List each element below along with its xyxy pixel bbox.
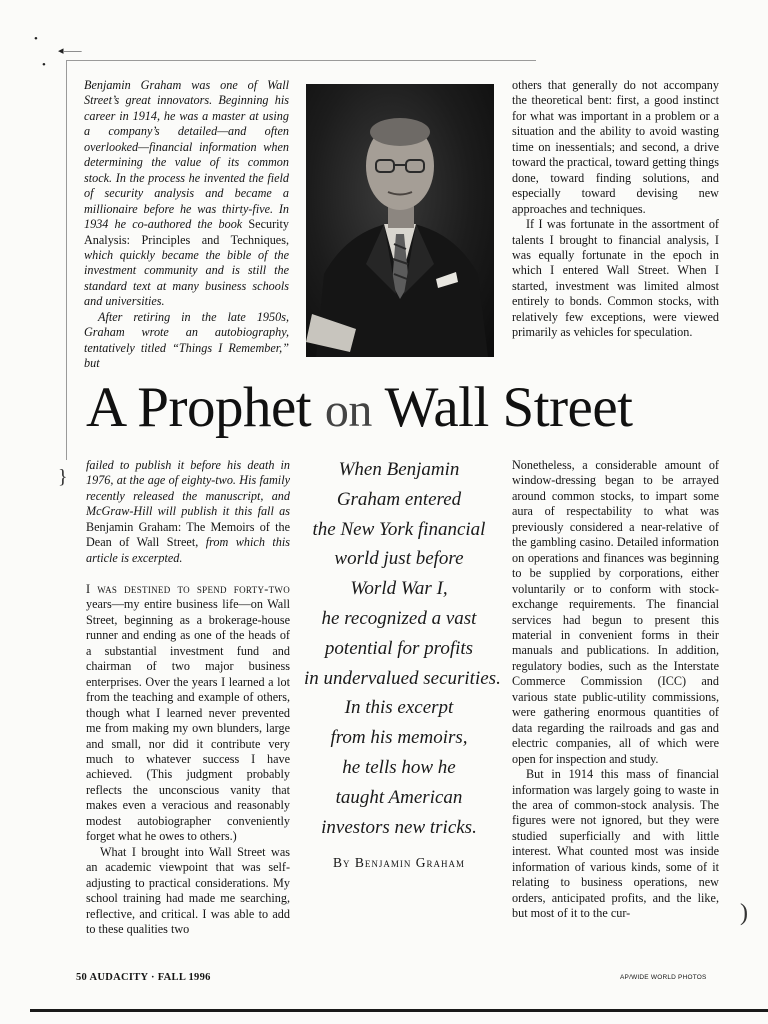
pull-quote-line: When Benjamin — [338, 459, 460, 480]
pull-quote-line: he recognized a vast — [321, 607, 477, 629]
page-footer-folio: 50 AUDACITY · FALL 1996 — [76, 972, 211, 983]
intro-column-bottom — [86, 458, 290, 566]
right-bottom-paragraph-1: Nonetheless, a considerable amount of window-dressing began to be arrayed around common stocks, to impart some aura of respectability to what was previously considered a near-relative of the gambling casino. Detailed information on operations and finances was beginning to be supplied by corporations, either voluntarily or to conform with stock-exchange requirements. The financial services had begun to present this material in convenient forms in their manuals and publications. In addition, regulatory bodies, such as the Interstate Commerce Commission (ICC) and various state public-utility commissions, were gathering enormous quantities of data regarding the railroads and gas and electric companies, all of which were open for inspection and study. — [512, 458, 719, 766]
pull-quote-line: In this excerpt — [344, 697, 454, 719]
pull-quote-line: investors new tricks. — [321, 816, 477, 838]
scan-arrow-mark: ◂⸺ — [58, 45, 83, 57]
intro-bottom-text: failed to publish it before his death in 1976, at the age of eighty-two. His family recently released the manuscript, and McGraw-Hill will publish it this fall as — [86, 458, 290, 519]
scan-speck: • — [34, 33, 38, 45]
byline: By Benjamin Graham — [332, 855, 465, 870]
right-bottom-paragraph-2: But in 1914 this mass of financial information was largely going to waste in the area of common-stock analysis. The figures were not ignored, but they were studied superficially and with little interest. What counted most was inside information of various kinds, some of it relating to business operations, new orders, anticipated profits, and the like, but most of it to the cur- — [512, 767, 719, 921]
intro-book-title: Security Analysis: Principles and Techniques, — [84, 217, 290, 247]
pull-quote — [304, 455, 501, 842]
article-headline — [86, 373, 726, 446]
intro-paragraph-2: After retiring in the late 1950s, Graham wrote an autobiography, tentatively titled “Things I Remember,” but — [84, 309, 289, 371]
memoir-title: Benjamin Graham: The Memoirs of the Dean of Wall Street, — [86, 519, 290, 550]
pull-quote-line: world just before — [334, 548, 464, 570]
top-border-rule — [66, 60, 536, 61]
pull-quote-line: taught American — [335, 786, 463, 808]
left-border-rule — [66, 60, 67, 460]
intro-text: Benjamin Graham was one of Wall Street’s great innovators. Beginning his career in 1914, he was a master at using a company’s detailed—and often overlooked—financial information when determining the value of its common stock. In the process he invented the field of security analysis and became a millionaire before he was thirty-five. In 1934 he co-authored the book — [84, 78, 289, 232]
body-paragraph-1: years—my entire business life—on Wall Street, beginning as a brokerage-house runner and ending as one of the heads of a substantial investment fund and chairman of two major business enterprises. Over the years I learned a lot from the teaching and example of others, though what I learned never prevented me from making my own blunders, large and small, nor did it contribute very much to whatever success I have achieved. (This judgment probably reflects the unconscious vanity that makes even a veracious and reasonably modest autobiographer conveniently forget what he owes to others.) — [86, 597, 290, 844]
pull-quote-line: potential for profits — [324, 637, 474, 659]
intro-text-end: which quickly became the bible of the investment community and is still the standard text at many business schools and universities. — [84, 247, 289, 309]
pull-quote-line: from his memoirs, — [330, 727, 468, 749]
portrait-figure-icon — [306, 84, 494, 357]
portrait-photo — [306, 84, 494, 357]
intro-bottom-text-end: from which this article is excerpted. — [86, 535, 291, 565]
body-column-right — [512, 458, 719, 922]
margin-bracket-mark: ) — [740, 900, 748, 926]
body-column-left — [86, 582, 290, 937]
scan-speck: • — [42, 59, 46, 71]
photo-credit: AP/WIDE WORLD PHOTOS — [620, 974, 707, 981]
pull-quote-line: in undervalued securities. — [304, 667, 501, 689]
pull-quote-line: Graham entered — [336, 488, 462, 510]
body-paragraph-2: What I brought into Wall Street was an academic viewpoint that was self-adjusting to practical considerations. My school training had made me searching, reflective, and critical. I was able to add to these qualities two — [86, 844, 290, 936]
pull-quote-line: World War I, — [350, 578, 448, 600]
right-column-top — [512, 78, 719, 341]
headline-part-3: Wall Street — [384, 376, 633, 439]
pull-quote-line: the New York financial — [312, 518, 486, 540]
bottom-border-rule — [30, 1009, 768, 1012]
right-top-paragraph-2: If I was fortunate in the assortment of talents I brought to financial analysis, I was equally fortunate in the epoch in which I entered Wall Street. When I started, investment was limited almost entirely to bonds. Common stocks, with relatively few exceptions, were viewed primarily as vehicles for speculation. — [512, 217, 719, 340]
headline-part-2: on — [324, 384, 372, 437]
headline-part-1: A Prophet — [86, 376, 312, 439]
right-top-paragraph-1: others that generally do not accompany the theoretical bent: first, a good instinct for what was important in a problem or a situation and the ability to avoid wasting time on inessentials; and second, a drive toward the practical, toward getting things done, toward finding solutions, and especially toward devising new approaches and techniques. — [512, 78, 719, 216]
pull-quote-line: he tells how he — [342, 756, 456, 778]
intro-column-top — [84, 78, 289, 372]
margin-bracket-mark: } — [58, 466, 68, 488]
body-lead-in: I was destined to spend forty-two — [86, 582, 290, 596]
